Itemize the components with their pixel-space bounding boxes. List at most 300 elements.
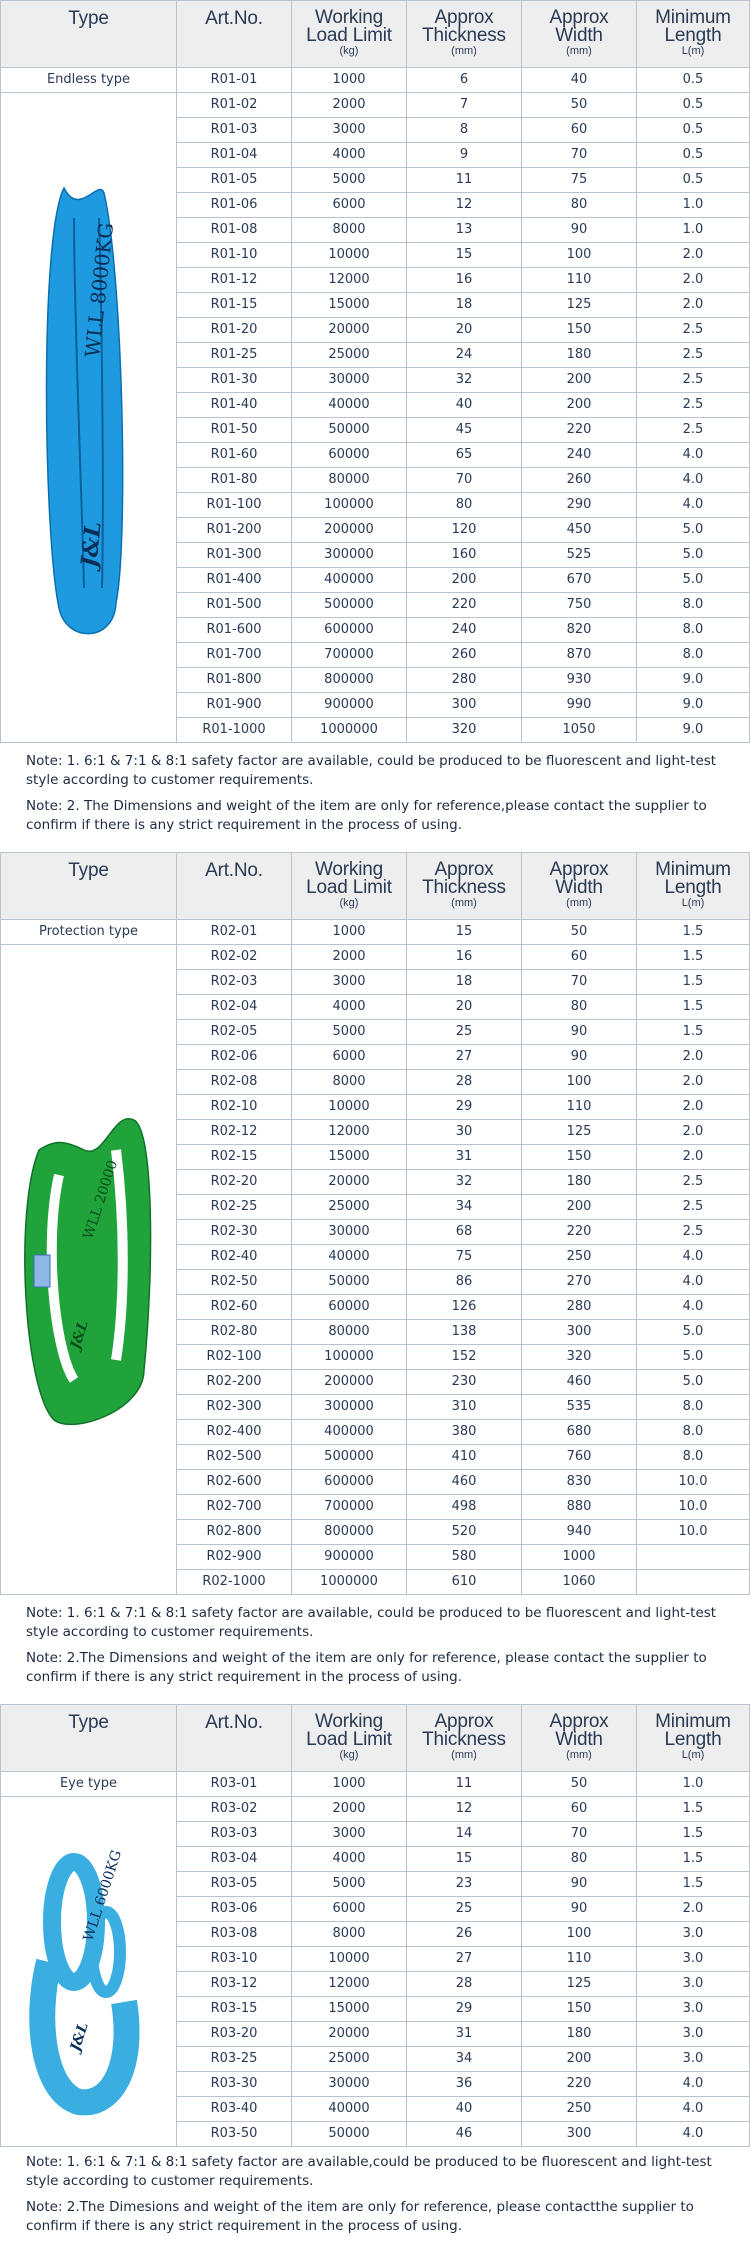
type-cell: Endless type [1,68,177,93]
length-cell: 2.0 [637,293,750,318]
length-cell: 2.0 [637,243,750,268]
thickness-cell: 220 [407,593,522,618]
length-cell: 8.0 [637,1420,750,1445]
length-cell: 2.0 [637,1070,750,1095]
thickness-cell: 7 [407,93,522,118]
sling-label: WLL 20000 [80,1157,121,1241]
brand-logo: J&L [75,519,107,569]
wll-cell: 200000 [292,518,407,543]
length-cell: 3.0 [637,1947,750,1972]
thickness-cell: 65 [407,443,522,468]
header-type: Type [1,853,177,920]
width-cell: 90 [522,1872,637,1897]
width-cell: 290 [522,493,637,518]
width-cell: 50 [522,920,637,945]
art-no-cell: R01-40 [177,393,292,418]
wll-cell: 800000 [292,1520,407,1545]
wll-cell: 600000 [292,618,407,643]
width-cell: 680 [522,1420,637,1445]
thickness-cell: 70 [407,468,522,493]
art-no-cell: R01-03 [177,118,292,143]
art-no-cell: R01-1000 [177,718,292,743]
width-cell: 820 [522,618,637,643]
header-thickness: Approx Thickness (mm) [407,1705,522,1772]
wll-cell: 400000 [292,1420,407,1445]
width-cell: 150 [522,318,637,343]
length-cell: 2.0 [637,1095,750,1120]
thickness-cell: 15 [407,243,522,268]
art-no-cell: R03-01 [177,1772,292,1797]
art-no-cell: R01-05 [177,168,292,193]
art-no-cell: R03-10 [177,1947,292,1972]
width-cell: 70 [522,143,637,168]
note-2: Note: 2.The Dimesions and weight of the item are only for reference, please contactthe supplier to confirm if there is any strict requirement in the process of using. [26,2199,694,2234]
thickness-cell: 12 [407,193,522,218]
wll-cell: 10000 [292,1095,407,1120]
header-width: Approx Width (mm) [522,1705,637,1772]
header-type: Type [1,1,177,68]
wll-cell: 8000 [292,1070,407,1095]
wll-cell: 6000 [292,193,407,218]
header-art-no: Art.No. [177,1,292,68]
thickness-cell: 80 [407,493,522,518]
width-cell: 200 [522,2047,637,2072]
note-2: Note: 2.The Dimensions and weight of the item are only for reference, please contact the supplier to confirm if there is any strict requirement in the process of using. [26,1650,707,1685]
thickness-cell: 610 [407,1570,522,1595]
length-cell: 2.5 [637,368,750,393]
length-cell: 9.0 [637,718,750,743]
thickness-cell: 24 [407,343,522,368]
wll-cell: 40000 [292,1245,407,1270]
width-cell: 110 [522,1095,637,1120]
art-no-cell: R01-400 [177,568,292,593]
width-cell: 110 [522,268,637,293]
table-row [1,93,750,118]
art-no-cell: R02-15 [177,1145,292,1170]
art-no-cell: R02-04 [177,995,292,1020]
length-cell: 4.0 [637,2097,750,2122]
width-cell: 180 [522,1170,637,1195]
thickness-cell: 75 [407,1245,522,1270]
wll-cell: 12000 [292,268,407,293]
art-no-cell: R01-80 [177,468,292,493]
art-no-cell: R02-60 [177,1295,292,1320]
width-cell: 250 [522,2097,637,2122]
width-cell: 240 [522,443,637,468]
thickness-cell: 25 [407,1897,522,1922]
thickness-cell: 8 [407,118,522,143]
width-cell: 125 [522,1120,637,1145]
wll-cell: 1000 [292,1772,407,1797]
wll-cell: 20000 [292,2022,407,2047]
art-no-cell: R03-02 [177,1797,292,1822]
art-no-cell: R01-900 [177,693,292,718]
thickness-cell: 200 [407,568,522,593]
width-cell: 100 [522,1922,637,1947]
thickness-cell: 11 [407,168,522,193]
length-cell: 5.0 [637,568,750,593]
thickness-cell: 86 [407,1270,522,1295]
thickness-cell: 31 [407,2022,522,2047]
note-1: Note: 1. 6:1 & 7:1 & 8:1 safety factor are available,could be produced to be fluorescent and light-test style according to customer requirements. [26,2154,712,2189]
wll-cell: 1000000 [292,718,407,743]
thickness-cell: 280 [407,668,522,693]
wll-cell: 25000 [292,1195,407,1220]
thickness-cell: 27 [407,1045,522,1070]
thickness-cell: 32 [407,368,522,393]
width-cell: 180 [522,343,637,368]
art-no-cell: R01-15 [177,293,292,318]
header-length: Minimum Length L(m) [637,1705,750,1772]
wll-cell: 300000 [292,1395,407,1420]
length-cell: 2.5 [637,1170,750,1195]
length-cell: 1.0 [637,218,750,243]
width-cell: 300 [522,2122,637,2147]
width-cell: 80 [522,1847,637,1872]
art-no-cell: R01-12 [177,268,292,293]
thickness-cell: 40 [407,393,522,418]
art-no-cell: R01-300 [177,543,292,568]
wll-cell: 200000 [292,1370,407,1395]
header-art-no: Art.No. [177,1705,292,1772]
length-cell: 3.0 [637,1997,750,2022]
length-cell: 5.0 [637,1320,750,1345]
product-image-cell [1,945,177,1595]
length-cell: 0.5 [637,68,750,93]
length-cell: 3.0 [637,1922,750,1947]
art-no-cell: R01-01 [177,68,292,93]
length-cell: 1.5 [637,920,750,945]
art-no-cell: R02-03 [177,970,292,995]
art-no-cell: R01-700 [177,643,292,668]
wll-cell: 50000 [292,418,407,443]
length-cell: 4.0 [637,1295,750,1320]
width-cell: 60 [522,945,637,970]
wll-cell: 60000 [292,1295,407,1320]
art-no-cell: R02-200 [177,1370,292,1395]
width-cell: 125 [522,1972,637,1997]
thickness-cell: 14 [407,1822,522,1847]
thickness-cell: 32 [407,1170,522,1195]
product-image-cell [1,1797,177,2147]
header-thickness: Approx Thickness (mm) [407,1,522,68]
width-cell: 270 [522,1270,637,1295]
length-cell: 2.5 [637,1195,750,1220]
thickness-cell: 16 [407,268,522,293]
art-no-cell: R01-20 [177,318,292,343]
thickness-cell: 20 [407,318,522,343]
wll-cell: 25000 [292,2047,407,2072]
product-image-cell [1,93,177,743]
length-cell: 3.0 [637,2047,750,2072]
thickness-cell: 160 [407,543,522,568]
width-cell: 760 [522,1445,637,1470]
wll-cell: 8000 [292,218,407,243]
wll-cell: 100000 [292,1345,407,1370]
length-cell: 5.0 [637,543,750,568]
art-no-cell: R03-25 [177,2047,292,2072]
length-cell: 1.5 [637,1020,750,1045]
length-cell: 4.0 [637,443,750,468]
width-cell: 320 [522,1345,637,1370]
wll-cell: 4000 [292,143,407,168]
length-cell: 5.0 [637,518,750,543]
length-cell: 3.0 [637,2022,750,2047]
art-no-cell: R01-800 [177,668,292,693]
wll-cell: 6000 [292,1045,407,1070]
length-cell: 4.0 [637,1245,750,1270]
art-no-cell: R01-06 [177,193,292,218]
art-no-cell: R03-06 [177,1897,292,1922]
thickness-cell: 27 [407,1947,522,1972]
width-cell: 250 [522,1245,637,1270]
length-cell: 2.5 [637,1220,750,1245]
width-cell: 70 [522,970,637,995]
thickness-cell: 320 [407,718,522,743]
wll-cell: 5000 [292,1020,407,1045]
header-length: Minimum Length L(m) [637,1,750,68]
thickness-cell: 31 [407,1145,522,1170]
art-no-cell: R02-06 [177,1045,292,1070]
note-1: Note: 1. 6:1 & 7:1 & 8:1 safety factor are available, could be produced to be fluorescent and light-test style according to customer requirements. [26,753,717,788]
wll-cell: 500000 [292,1445,407,1470]
spec-table [0,1704,750,2147]
width-cell: 180 [522,2022,637,2047]
wll-cell: 800000 [292,668,407,693]
thickness-cell: 138 [407,1320,522,1345]
wll-cell: 1000000 [292,1570,407,1595]
thickness-cell: 29 [407,1095,522,1120]
art-no-cell: R02-100 [177,1345,292,1370]
width-cell: 750 [522,593,637,618]
art-no-cell: R03-40 [177,2097,292,2122]
wll-cell: 2000 [292,945,407,970]
length-cell: 10.0 [637,1520,750,1545]
width-cell: 60 [522,1797,637,1822]
art-no-cell: R02-500 [177,1445,292,1470]
wll-cell: 900000 [292,1545,407,1570]
wll-cell: 6000 [292,1897,407,1922]
thickness-cell: 40 [407,2097,522,2122]
width-cell: 40 [522,68,637,93]
wll-cell: 30000 [292,1220,407,1245]
width-cell: 670 [522,568,637,593]
wll-cell: 80000 [292,1320,407,1345]
header-row [1,1,750,68]
header-width: Approx Width (mm) [522,1,637,68]
wll-cell: 25000 [292,343,407,368]
thickness-cell: 26 [407,1922,522,1947]
thickness-cell: 34 [407,1195,522,1220]
width-cell: 110 [522,1947,637,1972]
thickness-cell: 20 [407,995,522,1020]
wll-cell: 15000 [292,1997,407,2022]
wll-cell: 40000 [292,2097,407,2122]
length-cell: 5.0 [637,1370,750,1395]
art-no-cell: R03-20 [177,2022,292,2047]
art-no-cell: R01-02 [177,93,292,118]
length-cell: 2.0 [637,1120,750,1145]
thickness-cell: 28 [407,1070,522,1095]
note-2: Note: 2. The Dimensions and weight of the item are only for reference,please contact the supplier to confirm if there is any strict requirement in the process of using. [26,798,707,833]
wll-cell: 8000 [292,1922,407,1947]
width-cell: 880 [522,1495,637,1520]
length-cell: 2.0 [637,268,750,293]
art-no-cell: R02-400 [177,1420,292,1445]
width-cell: 220 [522,418,637,443]
length-cell: 1.5 [637,995,750,1020]
thickness-cell: 15 [407,1847,522,1872]
length-cell: 8.0 [637,643,750,668]
art-no-cell: R01-50 [177,418,292,443]
length-cell: 0.5 [637,168,750,193]
art-no-cell: R02-300 [177,1395,292,1420]
length-cell: 10.0 [637,1470,750,1495]
art-no-cell: R03-05 [177,1872,292,1897]
art-no-cell: R02-25 [177,1195,292,1220]
table-row [1,68,750,93]
thickness-cell: 380 [407,1420,522,1445]
thickness-cell: 46 [407,2122,522,2147]
wll-cell: 400000 [292,568,407,593]
width-cell: 930 [522,668,637,693]
thickness-cell: 300 [407,693,522,718]
wll-cell: 1000 [292,68,407,93]
width-cell: 150 [522,1997,637,2022]
type-cell: Eye type [1,1772,177,1797]
art-no-cell: R03-15 [177,1997,292,2022]
length-cell: 2.5 [637,418,750,443]
wll-cell: 700000 [292,643,407,668]
length-cell: 1.5 [637,1797,750,1822]
art-no-cell: R02-20 [177,1170,292,1195]
width-cell: 220 [522,1220,637,1245]
art-no-cell: R02-08 [177,1070,292,1095]
wll-cell: 40000 [292,393,407,418]
wll-cell: 2000 [292,93,407,118]
length-cell: 2.0 [637,1145,750,1170]
thickness-cell: 30 [407,1120,522,1145]
length-cell: 2.5 [637,318,750,343]
length-cell: 1.5 [637,970,750,995]
length-cell: 0.5 [637,143,750,168]
width-cell: 50 [522,93,637,118]
art-no-cell: R03-50 [177,2122,292,2147]
thickness-cell: 498 [407,1495,522,1520]
wll-cell: 80000 [292,468,407,493]
thickness-cell: 13 [407,218,522,243]
wll-cell: 30000 [292,368,407,393]
wll-cell: 4000 [292,1847,407,1872]
brand-logo: J&L [67,2020,92,2053]
thickness-cell: 410 [407,1445,522,1470]
art-no-cell: R01-04 [177,143,292,168]
length-cell: 3.0 [637,1972,750,1997]
width-cell: 125 [522,293,637,318]
length-cell: 4.0 [637,493,750,518]
width-cell: 80 [522,193,637,218]
art-no-cell: R01-10 [177,243,292,268]
length-cell: 8.0 [637,593,750,618]
art-no-cell: R02-12 [177,1120,292,1145]
art-no-cell: R03-08 [177,1922,292,1947]
thickness-cell: 126 [407,1295,522,1320]
width-cell: 90 [522,1897,637,1922]
length-cell: 4.0 [637,468,750,493]
thickness-cell: 68 [407,1220,522,1245]
length-cell: 4.0 [637,2122,750,2147]
wll-cell: 12000 [292,1120,407,1145]
art-no-cell: R03-30 [177,2072,292,2097]
art-no-cell: R02-40 [177,1245,292,1270]
length-cell: 4.0 [637,1270,750,1295]
length-cell: 4.0 [637,2072,750,2097]
thickness-cell: 240 [407,618,522,643]
thickness-cell: 36 [407,2072,522,2097]
thickness-cell: 6 [407,68,522,93]
thickness-cell: 230 [407,1370,522,1395]
wll-cell: 15000 [292,1145,407,1170]
header-width: Approx Width (mm) [522,853,637,920]
width-cell: 280 [522,1295,637,1320]
width-cell: 70 [522,1822,637,1847]
width-cell: 525 [522,543,637,568]
art-no-cell: R02-80 [177,1320,292,1345]
art-no-cell: R01-25 [177,343,292,368]
thickness-cell: 11 [407,1772,522,1797]
thickness-cell: 34 [407,2047,522,2072]
art-no-cell: R02-01 [177,920,292,945]
art-no-cell: R02-600 [177,1470,292,1495]
width-cell: 830 [522,1470,637,1495]
wll-cell: 12000 [292,1972,407,1997]
length-cell: 2.5 [637,343,750,368]
length-cell: 8.0 [637,1445,750,1470]
width-cell: 220 [522,2072,637,2097]
length-cell: 2.5 [637,393,750,418]
art-no-cell: R01-200 [177,518,292,543]
thickness-cell: 580 [407,1545,522,1570]
note-1: Note: 1. 6:1 & 7:1 & 8:1 safety factor are available, could be produced to be fluorescent and light-test style according to customer requirements. [26,1605,717,1640]
protection-sling-image [4,959,174,1581]
art-no-cell: R02-30 [177,1220,292,1245]
wll-cell: 2000 [292,1797,407,1822]
art-no-cell: R03-03 [177,1822,292,1847]
art-no-cell: R02-50 [177,1270,292,1295]
width-cell: 100 [522,243,637,268]
art-no-cell: R02-05 [177,1020,292,1045]
eye-sling-image [4,1806,174,2138]
art-no-cell: R02-02 [177,945,292,970]
length-cell: 1.5 [637,1872,750,1897]
art-no-cell: R02-1000 [177,1570,292,1595]
wll-cell: 20000 [292,318,407,343]
wll-cell: 10000 [292,243,407,268]
header-row [1,1705,750,1772]
table-row [1,945,750,970]
length-cell: 1.0 [637,1772,750,1797]
wll-cell: 3000 [292,970,407,995]
length-cell: 8.0 [637,1395,750,1420]
thickness-cell: 15 [407,920,522,945]
width-cell: 90 [522,218,637,243]
wll-cell: 700000 [292,1495,407,1520]
width-cell: 50 [522,1772,637,1797]
thickness-cell: 25 [407,1020,522,1045]
wll-cell: 900000 [292,693,407,718]
wll-cell: 5000 [292,1872,407,1897]
wll-cell: 600000 [292,1470,407,1495]
